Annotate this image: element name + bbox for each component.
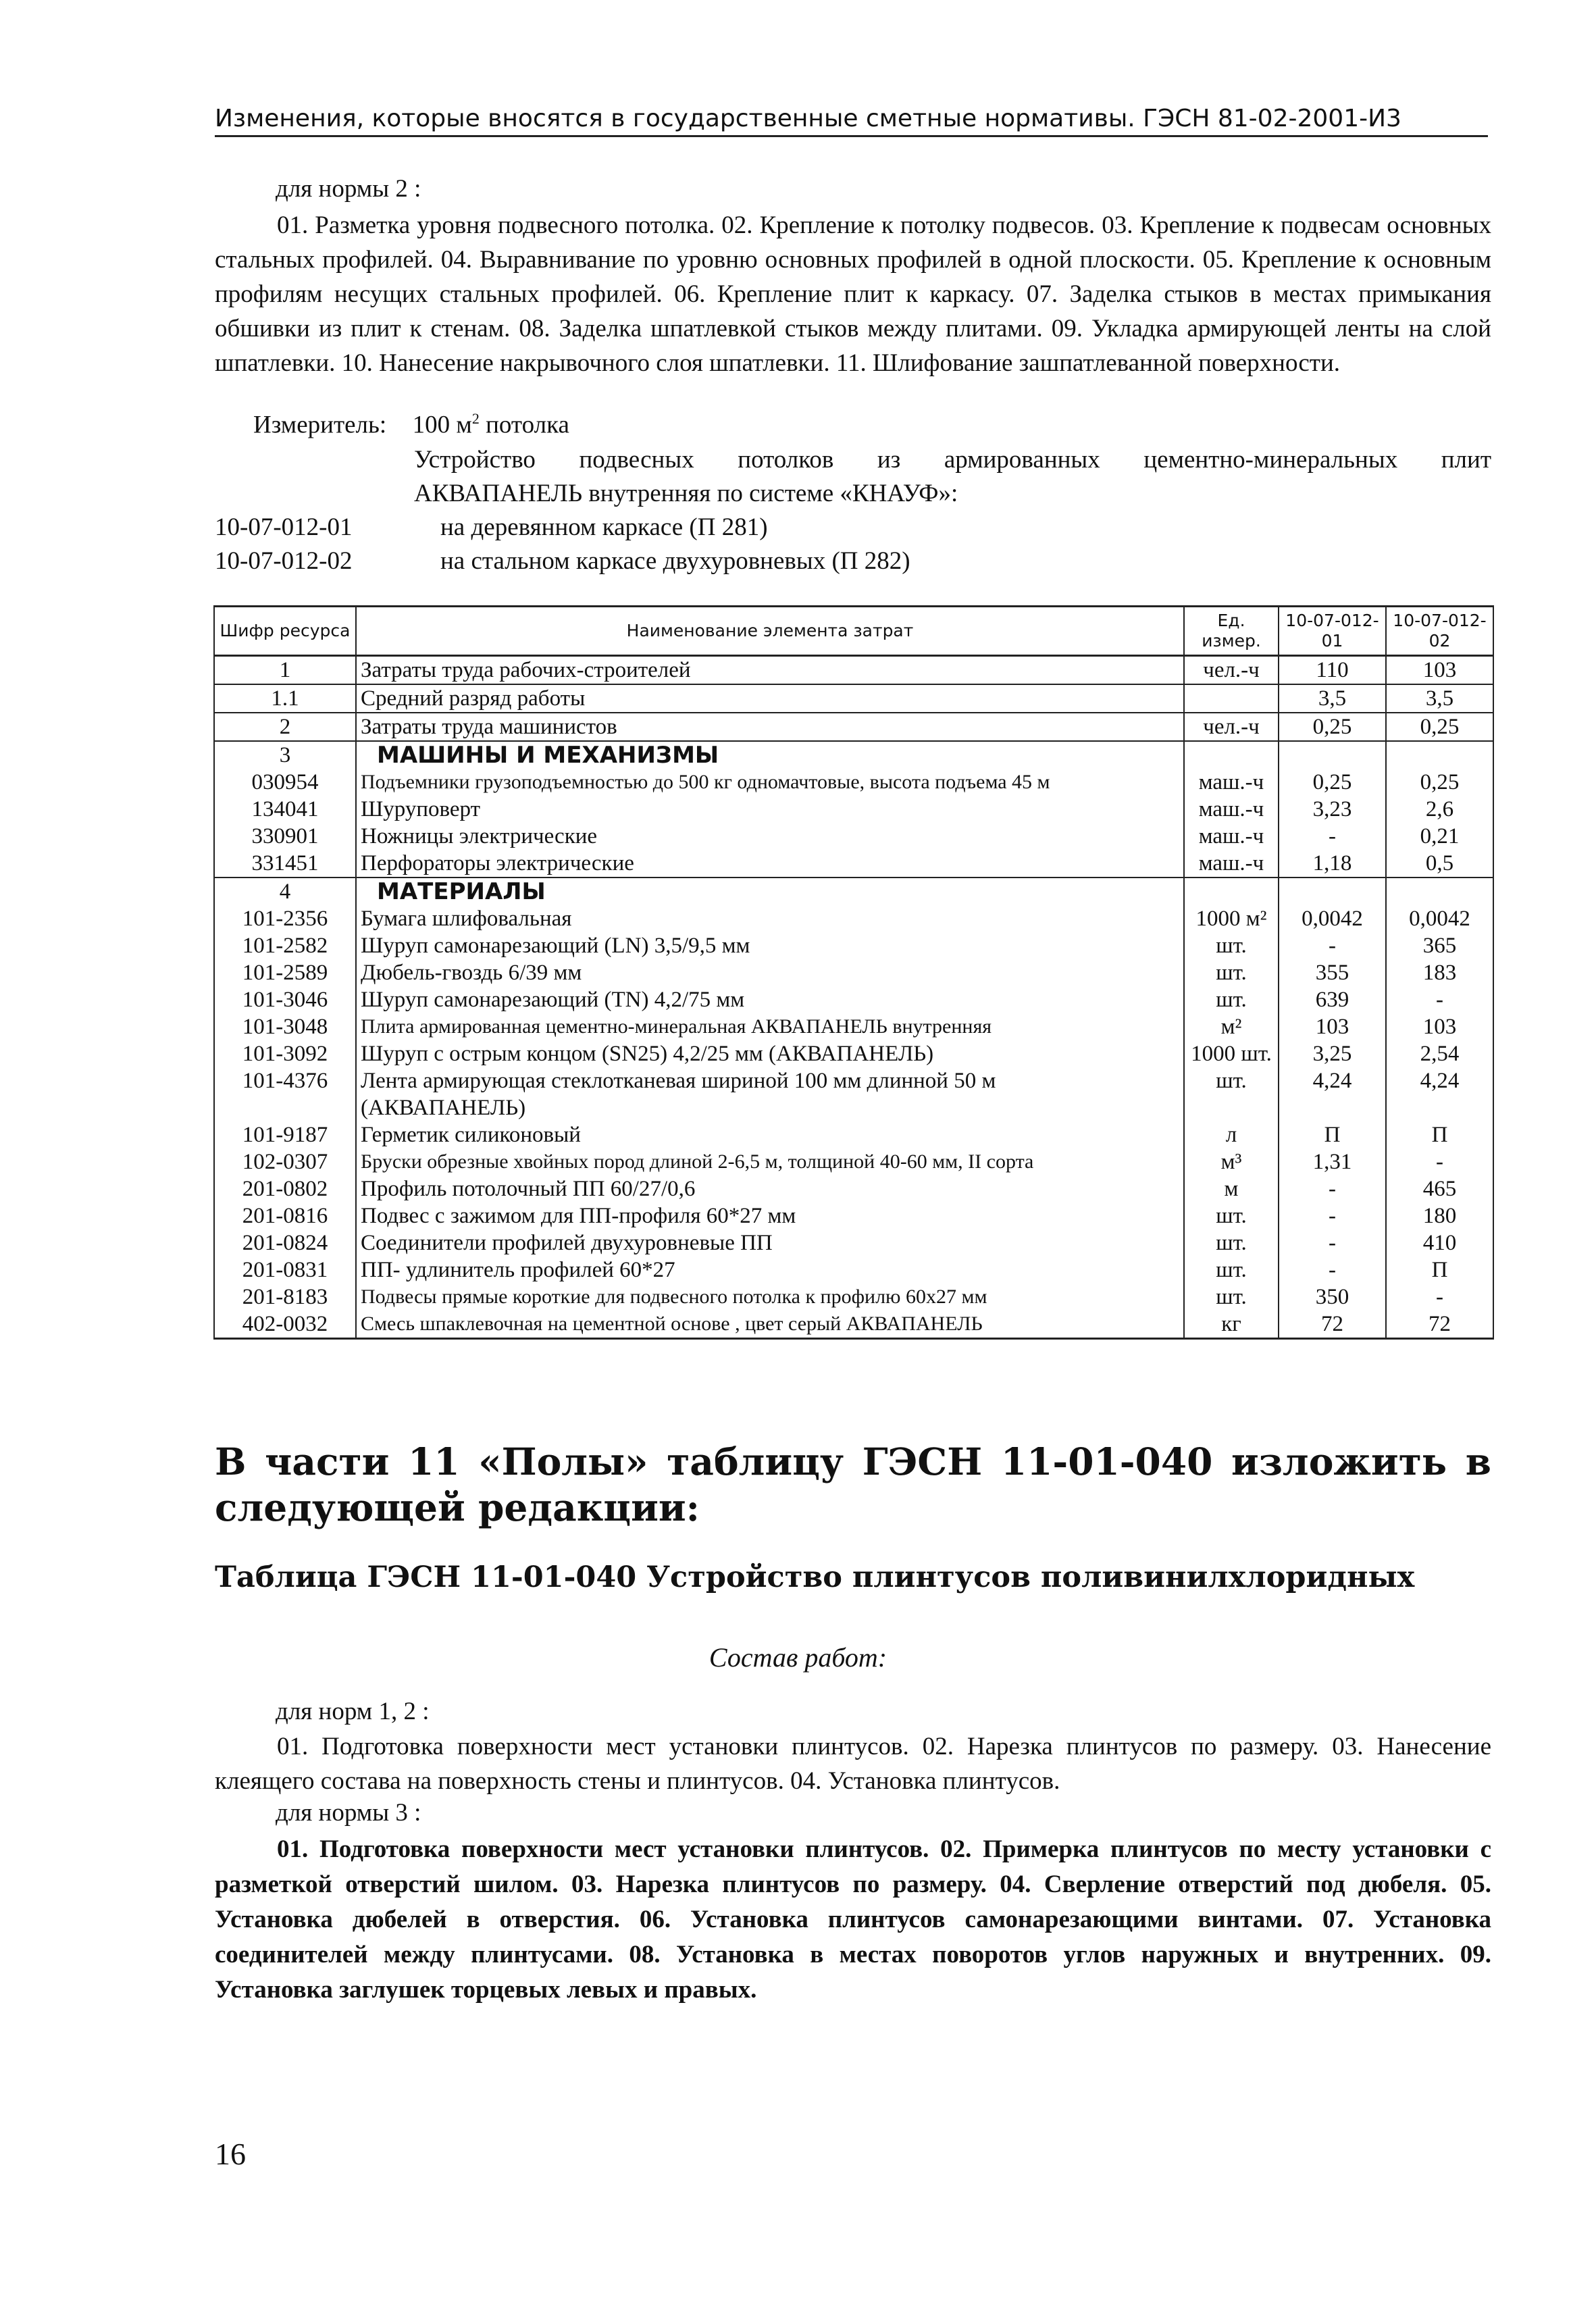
- header-norm-1: 10-07-012-01: [1279, 607, 1386, 656]
- cell-norm-1: 4,24: [1279, 1067, 1386, 1094]
- norm-code: 10-07-012-01: [215, 513, 353, 541]
- cell-norm-1: 1,31: [1279, 1148, 1386, 1175]
- cell-code: 101-9187: [214, 1121, 356, 1148]
- cell-code: 201-8183: [214, 1283, 356, 1311]
- cell-unit: чел.-ч: [1184, 713, 1279, 741]
- cell-norm-2: 2,54: [1386, 1040, 1493, 1067]
- norm-description: на деревянном каркасе (П 281): [440, 513, 768, 541]
- table-title-line-2: АКВАПАНЕЛЬ внутренняя по системе «КНАУФ»:: [414, 480, 958, 507]
- cell-norm-1: 0,25: [1279, 769, 1386, 796]
- cell-norm-1: -: [1279, 1229, 1386, 1256]
- table-row-continuation: [214, 1094, 1493, 1121]
- cell-norm-2: -: [1386, 1283, 1493, 1311]
- page-number: 16: [215, 2137, 246, 2171]
- cell-unit: шт.: [1184, 1256, 1279, 1283]
- cell-code: 2: [214, 713, 356, 741]
- cell-code: 101-2356: [214, 905, 356, 932]
- table-row: [214, 1311, 1493, 1339]
- table-row: [214, 656, 1493, 685]
- cell-norm-2: 0,25: [1386, 769, 1493, 796]
- for-norms-label: для норм 1, 2 :: [276, 1698, 430, 1725]
- cell-code: 101-3048: [214, 1013, 356, 1040]
- cell-norm-2: 183: [1386, 959, 1493, 986]
- cell-norm-1: 0,25: [1279, 713, 1386, 741]
- cell-norm-2: 72: [1386, 1311, 1493, 1339]
- cell-code: 402-0032: [214, 1311, 356, 1339]
- cell-name: МАШИНЫ И МЕХАНИЗМЫ: [356, 741, 1184, 769]
- cell-name: Дюбель-гвоздь 6/39 мм: [356, 959, 1184, 986]
- cell-unit: [1184, 684, 1279, 713]
- cell-code: 201-0831: [214, 1256, 356, 1283]
- cell-name: Профиль потолочный ПП 60/27/0,6: [356, 1175, 1184, 1202]
- cell-unit: 1000 м²: [1184, 905, 1279, 932]
- table-row: [214, 1148, 1493, 1175]
- header-code: Шифр ресурса: [214, 607, 356, 656]
- cell-norm-2: П: [1386, 1121, 1493, 1148]
- cell-unit: шт.: [1184, 932, 1279, 959]
- cell-name: Средний разряд работы: [356, 684, 1184, 713]
- cell-norm-1: 355: [1279, 959, 1386, 986]
- cell-code: 330901: [214, 823, 356, 850]
- measure-value: 100 м: [412, 411, 472, 439]
- cell-name: Перфораторы электрические: [356, 850, 1184, 878]
- cell-norm-1: -: [1279, 932, 1386, 959]
- cell-name: Ножницы электрические: [356, 823, 1184, 850]
- cell-unit: шт.: [1184, 1229, 1279, 1256]
- table-row: [214, 1202, 1493, 1229]
- cell-unit: шт.: [1184, 959, 1279, 986]
- cell-name: Герметик силиконовый: [356, 1121, 1184, 1148]
- cell-norm-2: 0,21: [1386, 823, 1493, 850]
- cell-code: 101-3092: [214, 1040, 356, 1067]
- cell-norm-2: 0,25: [1386, 713, 1493, 741]
- cell-code: 102-0307: [214, 1148, 356, 1175]
- cell-name: Шуруп с острым концом (SN25) 4,2/25 мм (АКВАПАНЕЛЬ): [356, 1040, 1184, 1067]
- cell-unit: маш.-ч: [1184, 769, 1279, 796]
- cell-norm-1: 3,23: [1279, 796, 1386, 823]
- cell-norm-1: 1,18: [1279, 850, 1386, 878]
- cell-unit: шт.: [1184, 1283, 1279, 1311]
- cell-unit: шт.: [1184, 1202, 1279, 1229]
- cell-unit: м: [1184, 1175, 1279, 1202]
- table-row: [214, 1013, 1493, 1040]
- cell-norm-1: [1279, 878, 1386, 905]
- cell-name: Шуруп самонарезающий (LN) 3,5/9,5 мм: [356, 932, 1184, 959]
- header-unit: Ед. измер.: [1184, 607, 1279, 656]
- cell-name: ПП- удлинитель профилей 60*27: [356, 1256, 1184, 1283]
- operations-paragraph-bold: 01. Подготовка поверхности мест установки плинтусов. 02. Примерка плинтусов по месту установки с разметкой отверстий шилом. 03. Нарезка плинтусов по размеру. 04. Сверление отверстий под дюбеля. 05. Установка дюбелей в отверстия. 06. Установка плинтусов самонарезающими винтами. 07. Установка соединителей между плинтусами. 08. Установка в местах поворотов углов наружных и внутренних. 09. Установка заглушек торцевых левых и правых.: [215, 1835, 1491, 2004]
- cell-code: 201-0824: [214, 1229, 356, 1256]
- cell-name: (АКВАПАНЕЛЬ): [356, 1094, 1184, 1121]
- cell-unit: шт.: [1184, 1067, 1279, 1094]
- cell-norm-1: -: [1279, 823, 1386, 850]
- cell-unit: шт.: [1184, 986, 1279, 1013]
- cell-norm-1: 72: [1279, 1311, 1386, 1339]
- cell-norm-2: [1386, 1094, 1493, 1121]
- cell-unit: кг: [1184, 1311, 1279, 1339]
- cell-norm-2: 3,5: [1386, 684, 1493, 713]
- cell-norm-2: 180: [1386, 1202, 1493, 1229]
- table-row: [214, 684, 1493, 713]
- cell-norm-1: 3,25: [1279, 1040, 1386, 1067]
- cell-norm-2: 0,5: [1386, 850, 1493, 878]
- running-header: Изменения, которые вносятся в государственные сметные нормативы. ГЭСН 81-02-2001-И3: [215, 105, 1488, 137]
- cell-name: Лента армирующая стеклотканевая шириной 100 мм длинной 50 м: [356, 1067, 1184, 1094]
- cell-code: 030954: [214, 769, 356, 796]
- table-title-line-1: Устройство подвесных потолков из армированных цементно-минеральных плит: [414, 446, 1491, 474]
- table-row: [214, 986, 1493, 1013]
- cell-norm-2: 2,6: [1386, 796, 1493, 823]
- measure-sup: 2: [471, 410, 480, 427]
- cell-code: 331451: [214, 850, 356, 878]
- table-row: [214, 1067, 1493, 1094]
- norm-description: на стальном каркасе двухуровневых (П 282): [440, 547, 910, 575]
- cell-norm-2: -: [1386, 986, 1493, 1013]
- table-row: [214, 905, 1493, 932]
- cell-code: 101-3046: [214, 986, 356, 1013]
- cell-name: Затраты труда рабочих-строителей: [356, 656, 1184, 685]
- measure-label: Измеритель:: [253, 411, 387, 439]
- cell-norm-1: 103: [1279, 1013, 1386, 1040]
- table-row: [214, 932, 1493, 959]
- table-section-row: [214, 878, 1493, 905]
- cell-unit: л: [1184, 1121, 1279, 1148]
- cell-name: Смесь шпаклевочная на цементной основе , цвет серый АКВАПАНЕЛЬ: [356, 1311, 1184, 1339]
- table-row: [214, 796, 1493, 823]
- table-header-row: [214, 607, 1493, 656]
- for-norm-label: для нормы 3 :: [276, 1799, 421, 1827]
- cell-code: 201-0816: [214, 1202, 356, 1229]
- cell-name: Бумага шлифовальная: [356, 905, 1184, 932]
- cell-code: 1: [214, 656, 356, 685]
- cell-name: Бруски обрезные хвойных пород длиной 2-6,5 м, толщиной 40-60 мм, II сорта: [356, 1148, 1184, 1175]
- table-heading: Таблица ГЭСН 11-01-040 Устройство плинтусов поливинилхлоридных: [215, 1560, 1415, 1594]
- table-row: [214, 1121, 1493, 1148]
- table-section-row: [214, 741, 1493, 769]
- cell-unit: 1000 шт.: [1184, 1040, 1279, 1067]
- cell-norm-1: -: [1279, 1202, 1386, 1229]
- cell-code: 101-4376: [214, 1067, 356, 1094]
- cell-norm-2: 4,24: [1386, 1067, 1493, 1094]
- cell-name: Подвесы прямые короткие для подвесного потолка к профилю 60х27 мм: [356, 1283, 1184, 1311]
- operations-paragraph: 01. Разметка уровня подвесного потолка. 02. Крепление к потолку подвесов. 03. Крепление к подвесам основных стальных профилей. 04. Выравнивание по уровню основных профилей в одной плоскости. 05. Крепление к основным профилям несущих стальных профилей. 06. Крепление плит к каркасу. 07. Заделка стыков в местах примыкания обшивки из плит к стенам. 08. Заделка шпатлевкой стыков между плитами. 09. Укладка армирующей ленты на слой шпатлевки. 10. Нанесение накрывочного слоя шпатлевки. 11. Шлифование зашпатлеванной поверхности.: [215, 211, 1491, 377]
- cell-code: 3: [214, 741, 356, 769]
- cell-unit: маш.-ч: [1184, 850, 1279, 878]
- table-row: [214, 1175, 1493, 1202]
- cell-name: Шуруповерт: [356, 796, 1184, 823]
- cell-norm-1: 110: [1279, 656, 1386, 685]
- cell-norm-2: 103: [1386, 656, 1493, 685]
- cell-norm-2: [1386, 878, 1493, 905]
- cell-name: Подъемники грузоподъемностью до 500 кг одномачтовые, высота подъема 45 м: [356, 769, 1184, 796]
- cell-unit: м²: [1184, 1013, 1279, 1040]
- cell-norm-1: [1279, 1094, 1386, 1121]
- cell-norm-1: 350: [1279, 1283, 1386, 1311]
- cell-name: Шуруп самонарезающий (TN) 4,2/75 мм: [356, 986, 1184, 1013]
- cell-norm-2: 410: [1386, 1229, 1493, 1256]
- table-row: [214, 1229, 1493, 1256]
- cell-norm-1: -: [1279, 1175, 1386, 1202]
- cell-name: МАТЕРИАЛЫ: [356, 878, 1184, 905]
- cell-norm-1: 3,5: [1279, 684, 1386, 713]
- cell-code: [214, 1094, 356, 1121]
- cell-norm-2: П: [1386, 1256, 1493, 1283]
- cell-norm-1: [1279, 741, 1386, 769]
- table-row: [214, 1283, 1493, 1311]
- cell-norm-1: П: [1279, 1121, 1386, 1148]
- table-row: [214, 1040, 1493, 1067]
- cell-code: 1.1: [214, 684, 356, 713]
- cell-norm-2: 365: [1386, 932, 1493, 959]
- composition-label: Состав работ:: [709, 1642, 887, 1673]
- resource-table: [213, 605, 1494, 1340]
- operations-paragraph: 01. Подготовка поверхности мест установки плинтусов. 02. Нарезка плинтусов по размеру. 03. Нанесение клеящего состава на поверхность стены и плинтусов. 04. Установка плинтусов.: [215, 1733, 1491, 1795]
- cell-norm-2: [1386, 741, 1493, 769]
- cell-code: 101-2582: [214, 932, 356, 959]
- cell-name: Соединители профилей двухуровневые ПП: [356, 1229, 1184, 1256]
- cell-name: Затраты труда машинистов: [356, 713, 1184, 741]
- cell-name: Плита армированная цементно-минеральная АКВАПАНЕЛЬ внутренняя: [356, 1013, 1184, 1040]
- cell-code: 134041: [214, 796, 356, 823]
- cell-unit: м³: [1184, 1148, 1279, 1175]
- cell-unit: [1184, 1094, 1279, 1121]
- cell-code: 101-2589: [214, 959, 356, 986]
- header-name: Наименование элемента затрат: [356, 607, 1184, 656]
- cell-norm-1: 639: [1279, 986, 1386, 1013]
- header-norm-2: 10-07-012-02: [1386, 607, 1493, 656]
- cell-norm-2: -: [1386, 1148, 1493, 1175]
- norm-code: 10-07-012-02: [215, 547, 353, 575]
- cell-code: 4: [214, 878, 356, 905]
- cell-unit: [1184, 741, 1279, 769]
- cell-unit: [1184, 878, 1279, 905]
- table-row: [214, 1256, 1493, 1283]
- for-norm-label: для нормы 2 :: [276, 175, 421, 203]
- measure-line: [253, 410, 569, 439]
- section-heading: В части 11 «Полы» таблицу ГЭСН 11-01-040 изложить в следующей редакции:: [215, 1440, 1491, 1529]
- cell-norm-1: 0,0042: [1279, 905, 1386, 932]
- cell-code: 201-0802: [214, 1175, 356, 1202]
- table-row: [214, 713, 1493, 741]
- cell-norm-2: 103: [1386, 1013, 1493, 1040]
- cell-norm-1: -: [1279, 1256, 1386, 1283]
- cell-name: Подвес с зажимом для ПП-профиля 60*27 мм: [356, 1202, 1184, 1229]
- cell-norm-2: 465: [1386, 1175, 1493, 1202]
- table-row: [214, 823, 1493, 850]
- table-row: [214, 959, 1493, 986]
- measure-tail: потолка: [479, 411, 569, 439]
- cell-norm-2: 0,0042: [1386, 905, 1493, 932]
- cell-unit: чел.-ч: [1184, 656, 1279, 685]
- cell-unit: маш.-ч: [1184, 796, 1279, 823]
- table-row: [214, 850, 1493, 878]
- table-row: [214, 769, 1493, 796]
- cell-unit: маш.-ч: [1184, 823, 1279, 850]
